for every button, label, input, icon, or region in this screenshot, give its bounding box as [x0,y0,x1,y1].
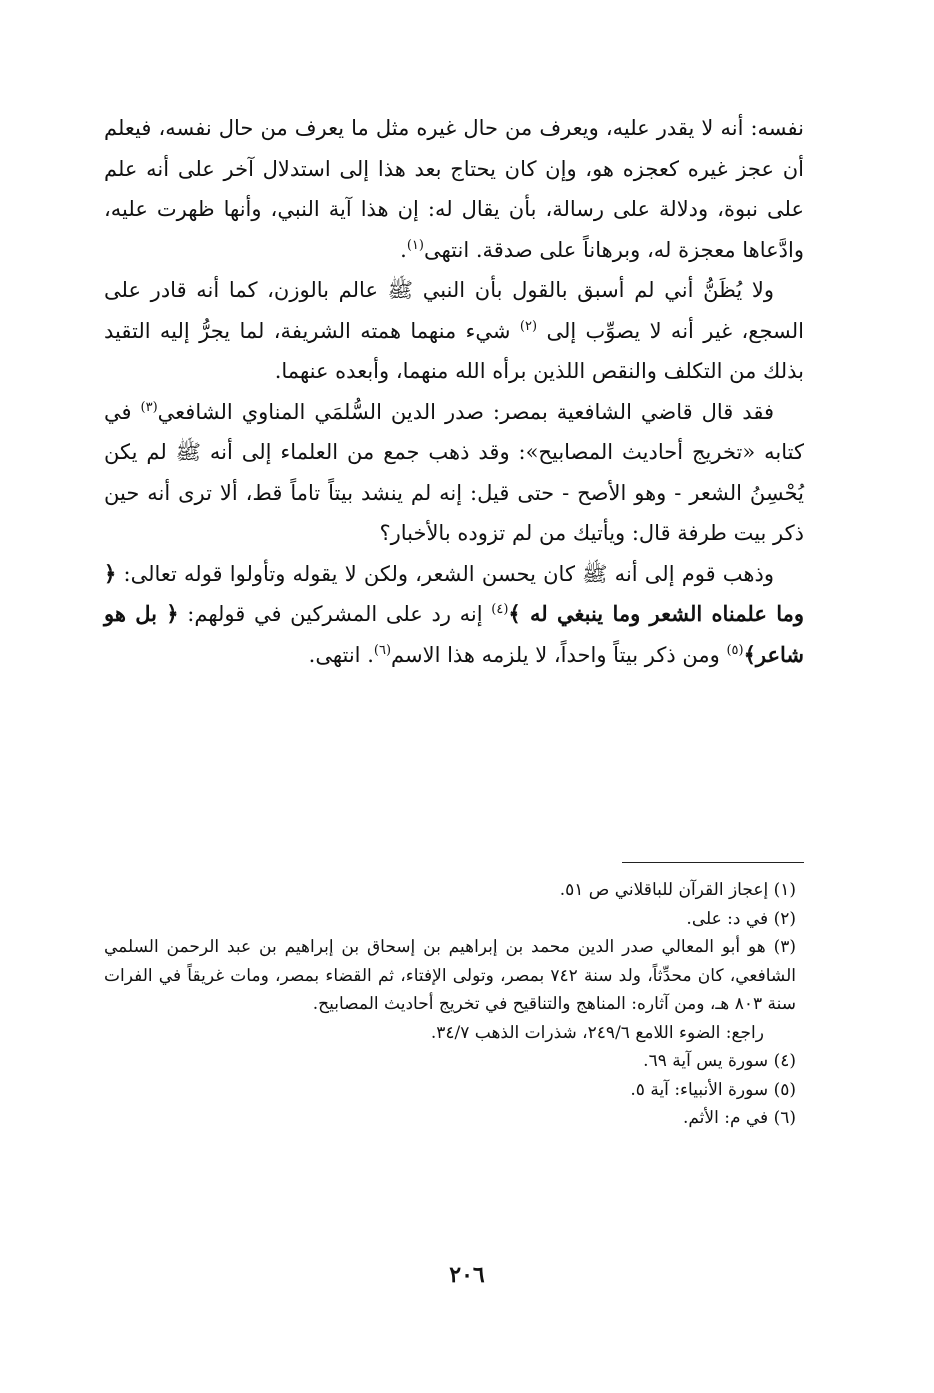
paragraph-4-part-1: وذهب قوم إلى أنه ﷺ كان يحسن الشعر، ولكن لا يقوله وتأولوا قوله تعالى: [123,561,774,586]
paragraph-4-part-3: ومن ذكر بيتاً واحداً، لا يلزمه هذا الاسم [391,642,720,667]
paragraph-2 [104,270,804,392]
paragraph-3-after: في كتابه «تخريج أحاديث المصابيح»: وقد ذهب جمع من العلماء إلى أنه ﷺ لم يكن يُحْسِنُ الشعر - وهو الأصح - حتى قيل: إنه لم ينشد بيتاً تاماً قط، ألا ترى أنه حين ذكر بيت طرفة قال: ويأتيك من لم تزوده بالأخبار؟ [104,399,804,545]
footnote-5: (٥) سورة الأنبياء: آية ٥. [630,1079,796,1100]
footnote-ref-3: (٣) [140,399,158,415]
footnote-separator [622,862,804,863]
paragraph-1 [104,108,804,270]
footnote-2: (٢) في د: على. [686,908,796,929]
footnote-ref-6: (٦) [373,642,392,658]
paragraph-2-before: ولا يُظَنُّ أني لم أسبق بالقول بأن النبي ﷺ عالم بالوزن، كما أنه قادر على السجع، غير أنه لا يصوِّب إلى [104,278,804,343]
paragraph-4-part-2: إنه رد على المشركين في قولهم: [187,602,483,626]
main-text [104,108,804,675]
footnote-ref-1: (١) [406,237,424,253]
footnotes [104,876,796,1133]
paragraph-2-after: شيء منهما همته الشريفة، لما يجرُّ إليه التقيد بذلك من التكلف والنقص اللذين برأه الله منهما، وأبعده عنهما. [104,318,804,383]
page-number: ٢٠٦ [449,1262,485,1288]
footnote-ref-5: (٥) [726,642,744,658]
footnote-6: (٦) في م: الأثم. [682,1108,796,1128]
quran-verse-2: ﴿ بل هو شاعر﴾ [104,601,804,667]
paragraph-3-before: فقد قال قاضي الشافعية بمصر: صدر الدين السُّلمَي المناوي الشافعي [157,399,774,424]
paragraph-3 [104,392,804,554]
footnote-ref-2: (٢) [519,318,538,334]
footnote-3: (٣) هو أبو المعالي صدر الدين محمد بن إبراهيم بن إسحاق بن إبراهيم بن عبد الرحمن السلمي الشافعي، كان محدِّثاً، ولد سنة ٧٤٢ بمصر، وتولى الإفتاء، ثم القضاء بمصر، ومات غريقاً في الفرات سنة ٨٠٣ هـ، ومن آثاره: المناهج والتناقيح في تخريج أحاديث المصابيح. [104,937,796,1014]
footnote-1: (١) إعجاز القرآن للباقلاني ص ٥١. [559,880,796,900]
footnote-4: (٤) سورة يس آية ٦٩. [643,1051,796,1071]
footnote-ref-4: (٤) [491,602,509,617]
footnote-3-reference: راجع: الضوء اللامع ٢٤٩/٦، شذرات الذهب ٣٤/٧. [430,1022,764,1043]
paragraph-4 [104,554,804,676]
paragraph-1-text: نفسه: أنه لا يقدر عليه، ويعرف من حال غيره مثل ما يعرف من حال نفسه، فيعلم أن عجز غيره كعجزه هو، وإن كان يحتاج بعد هذا إلى استدلال آخر على أنه علم على نبوة، ودلالة على رسالة، بأن يقال له: إن هذا آية النبي، وأنها ظهرت عليه، وادَّعاها معجزة له، وبرهاناً على صدقة. انتهى [104,116,804,262]
paragraph-1-tail: . [400,237,407,262]
quran-verse-1: ﴿ وما علمناه الشعر وما ينبغي له ﴾ [104,560,804,626]
paragraph-4-part-4: . انتهى. [308,642,374,667]
